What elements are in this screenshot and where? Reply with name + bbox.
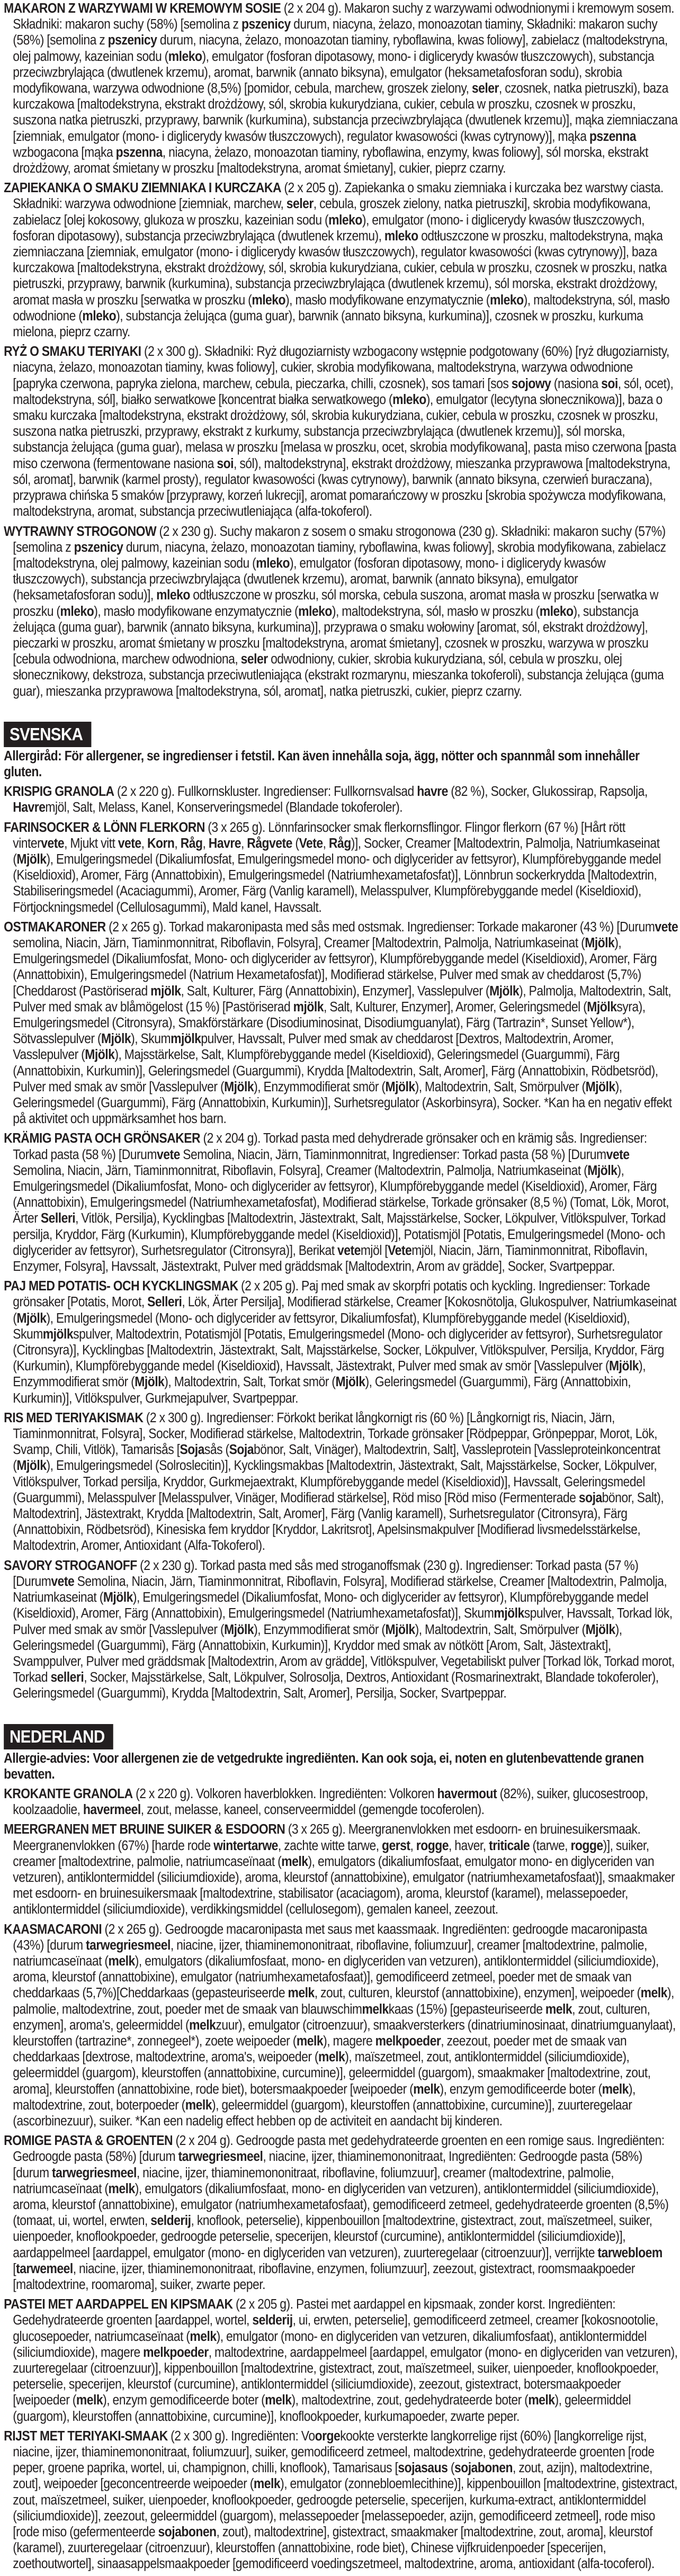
allergen-text: Mjölk xyxy=(587,1163,618,1178)
product-entry xyxy=(0,1410,680,1554)
allergen-text: mjölk xyxy=(150,983,181,999)
ingredient-text: ), Emulgeringsmedel (Dikaliumfosfat, Emulgeringsmedel mono- och diglycerider av fettsyror), Klumpförebyggande medel (Kiseldioxid), Aromer, Färg (Annattobixin), Emulgeringsmedel (Natriumhexametafosfat)], Lönnbrun sockerkrydda [Maltodextrin, Stabiliseringsmedel (Acaciagummi), Aromer, Färg (Vanlig karamell), Melasspulver, Klumpförebyggande medel (Kiseldioxid), Förtjockningsmedel (Cellulosagummi), Mald kanel, Havssalt. xyxy=(13,851,661,915)
allergen-text: Selleri xyxy=(40,1211,76,1226)
ingredient-text: ), Enzymmodifierat smör ( xyxy=(13,1359,646,1390)
allergen-text: tarwebloem xyxy=(597,2245,663,2260)
allergen-text: mleko xyxy=(256,555,290,571)
ingredient-text: (nasiona xyxy=(551,376,602,391)
ingredient-text: (2 x 265 g). Torkad makaronipasta med sås med ostsmak. Ingredienser: Torkade makaroner (43 %) [Durum xyxy=(105,919,655,935)
product-entry xyxy=(0,180,680,340)
allergen-text: melk xyxy=(528,2393,555,2408)
product-title: FARINSOCKER & LÖNN FLERKORN xyxy=(4,820,205,835)
product-title: KROKANTE GRANOLA xyxy=(4,1786,133,1801)
ingredient-text: (2 x 204 g). Torkad pasta med dehydrerade grönsaker och en krämig sås. Ingredienser: Torkad pasta (58 %) [Durum xyxy=(13,1131,647,1162)
ingredient-text: ), Enzymmodifierat smör ( xyxy=(254,1079,386,1094)
allergen-text: havre xyxy=(417,784,448,800)
allergen-text: Mjölk xyxy=(103,1590,133,1605)
ingredient-text: ), emulgators (dikaliumfosfaat, mono- en diglyceriden van vetzuren), antiklontermiddel (siliciumdioxide), aroma, kleurstof (annattobixine), emulgator (natriumhexametafosfaat)], gemodificeerd zetmeel, poeder met de smaak van cheddarkaas (5,7%)[Cheddarkaas (gepasteuriseerde xyxy=(13,1953,659,2001)
allergen-text: mleko xyxy=(392,392,426,407)
product-entry xyxy=(0,1558,680,1702)
allergen-text: melk xyxy=(296,2033,324,2049)
entries-dutch xyxy=(0,1786,680,2572)
ingredient-text: ), Enzymmodifierat smör ( xyxy=(254,1622,386,1637)
ingredient-text: (tarwe, xyxy=(530,1838,571,1853)
ingredient-text: ), substancja żelująca (guma guar), barwnik (annato biksyna, kurkumina)], przyprawa o smaku wołowiny [aromat, sól, ekstrakt drożdżowy], pieczarki w proszku, aromat śmietany w proszku [maltodekstryna, aromat śmietany], czosnek w proszku, warzywa w proszku [cebula odwodniona, marchew odwodniona, xyxy=(13,604,649,667)
ingredient-text: ), Maltodextrin, Salt, Smörpulver ( xyxy=(415,1079,586,1094)
ingredient-text: , zout, melasse, kaneel, conserveermiddel (gemengde tocoferolen). xyxy=(140,1802,485,1818)
entries-swedish xyxy=(0,784,680,1701)
ingredient-text: ), Emulgeringsmedel (Dikaliumfosfat, Mono- och diglycerider av fettsyror), Klumpförebyggande medel (Kiseldioxid), Aromer, Färg (Annattobixin), Emulgeringsmedel (Natriumhexametafosfat)], Skum xyxy=(13,1590,649,1621)
allergen-text: triticale xyxy=(489,1838,530,1853)
allergen-text: melk xyxy=(265,2393,292,2408)
allergen-text: melk xyxy=(362,2001,389,2017)
ingredient-text: (82 %), Socker, Glukossirap, Rapsolja, xyxy=(448,784,648,800)
allergen-text: mleko xyxy=(168,49,202,64)
ingredient-text: ), Skum xyxy=(131,1031,171,1047)
ingredient-text: , zout, culturen, enzymen], aroma's, geleermiddel ( xyxy=(13,2001,650,2033)
ingredient-text: ), emulgator (mono- en diglyceriden van vetzuren, dikaliumfosfaat), antiklontermiddel (siliciumdioxide), magere xyxy=(13,2329,647,2360)
product-title: KRISPIG GRANOLA xyxy=(4,784,114,800)
ingredient-text: semolina, Niacin, Järn, Tiaminmonnitrat, Riboflavin, Folsyra], Creamer [Maltodextrin, Palmolja, Natriumkaseinat ( xyxy=(13,935,585,950)
ingredient-text: pulver, Havssalt, Pulver med smak av cheddarost [Dextros, Maltodextrin, Aromer, Vasslepulver ( xyxy=(13,1031,614,1063)
ingredient-text: , Lök, Ärter Persilja], Modifierad stärkelse, Creamer [Kokosnötolja, Glukospulver, Natriumkaseinat ( xyxy=(13,1295,677,1326)
ingredient-text: (2 x 230 g). Torkad pasta med sås med stroganoffsmak (230 g). Ingredienser: Torkad pasta (57 %) [Durum xyxy=(13,1558,639,1589)
allergen-text: melkpoeder xyxy=(143,2345,209,2360)
allergen-text: mleko xyxy=(384,228,418,244)
allergen-text: Vete xyxy=(388,1243,412,1258)
ingredient-text: (2 x 220 g). Volkoren haverblokken. Ingrediënten: Volkoren xyxy=(132,1786,437,1801)
allergen-text: Mjölk xyxy=(609,1359,639,1374)
allergen-text: soja xyxy=(578,1490,602,1505)
allergen-text: havermout xyxy=(437,1786,497,1801)
allergen-text: soi xyxy=(217,456,234,471)
ingredient-text: ), emulgator (mono- i diglicerydy kwasów tłuszczowych, fosforan dipotasowy), substancja przeciwzbrylająca (dwutlenek krzemu), xyxy=(13,212,645,244)
ingredient-text: , haver, xyxy=(448,1838,489,1853)
ingredient-text: , xyxy=(202,836,209,851)
allergen-text: Rågvete xyxy=(247,836,292,851)
ingredient-text: (2 x 230 g). Suchy makaron z sosem o smaku strogonowa (230 g). Składniki: makaron suchy (57%) [semolina z xyxy=(13,524,666,555)
allergen-text: melk xyxy=(253,2476,281,2492)
allergen-text: Soja xyxy=(229,1442,254,1458)
ingredient-text: Semolina, Niacin, Järn, Tiaminmonnitrat, Riboflavin, Folsyra], Creamer (Maltodextrin, Palmolja, Natriumkaseinat ( xyxy=(13,1163,588,1178)
allergen-text: mjölk xyxy=(42,1326,74,1342)
ingredient-text: durum, niacyna, żelazo, monoazotan tiaminy, ryboflawina, kwas foliowy], skrobia modyfikowana, zabielacz [maltodekstryna, olej palmowy, kazeinian sodu ( xyxy=(13,540,666,571)
ingredient-text: ), magere xyxy=(323,2033,375,2049)
ingredient-text: ), emulgator (zonnebloemlecithine)], kippenbouillon [maltodextrine, gistextract, zout, maïszetmeel, suiker, uienpoeder, knoflookpoeder, gedroogde peterselie, specerijen, kurkuma-extract, antiklontermiddel (siliciumdioxide)], zeezout, geleermiddel (guargom), melassepoeder [melassepoeder, azijn, gemodificeerd zetmeel], rode miso [rode miso (gefermenteerde xyxy=(13,2476,678,2540)
ingredient-text: (2 x 300 g). Ingredienser: Förkokt berikat långkornigt ris (60 %) [Långkornigt ris, Niacin, Järn, Tiaminmonnitrat, Folsyra], Socker, Modifierad stärkelse, Maltodextrin, Torkade grönsaker [Rödpeppar, Grönpeppar, Morot, Lök, Svamp, Chili, Vitlök), Tamarisås [ xyxy=(13,1410,658,1458)
allergen-text: sojowy xyxy=(511,376,551,391)
ingredient-text: mjöl [ xyxy=(360,1243,388,1258)
product-entry xyxy=(0,1821,680,1917)
ingredient-text: ), Geleringsmedel (Guargummi), Färg (Annattobixin, Kurkumin)], Vitlökspulver, Gurkmejapulver, Svartpeppar. xyxy=(13,1375,631,1406)
ingredient-text: , Vitlök, Persilja), Kycklingbas [Maltodextrin, Jästextrakt, Salt, Majsstärkelse, Socker, Lökpulver, Vitlökspulver, Torkad persilja, Kryddor, Färg (Kurkumin), Klumpförebyggande medel (Kiseldioxid)], Potatismjöl [Potatis, Emulgeringsmedel (Mono- och diglycerider av fettsyror), Surhetsregulator (Citronsyra)], Berikat xyxy=(13,1211,666,1258)
ingredient-text: spulver, Maltodextrin, Potatismjöl [Potatis, Emulgeringsmedel (Mono- och diglycerider av fettsyror), Surhetsregulator (Citronsyra)], Kycklingbas [Maltodextrin, Jästextrakt, Salt, Majsstärkelse, Socker, Lökpulver, Vitlökspulver, Persilja, Kryddor, Färg (Kurkumin), Klumpförebyggande medel (Kiseldioxid), Havssalt, Jästextrakt, Pulver med smak av smör [Vasslepulver ( xyxy=(13,1326,664,1374)
allergen-text: Mjölk xyxy=(224,1079,254,1094)
allergen-text: orge xyxy=(315,2428,341,2444)
ingredient-text: , sól, ocet), maltodekstryna, sól], białko serwatkowe [koncentrat białka serwatkowego ( xyxy=(13,376,674,407)
ingredient-text: ), Emulgeringsmedel (Dikaliumfosfat, Mono- och diglycerider av fettsyror), Klumpförebyggande medel (Kiseldioxid), Aromer, Färg (Annattobixin), Emulgeringsmedel (Natriumhexametafosfat), Modifierad stärkelse, Torkade grönsaker (8,5 %) (Tomat, Lök, Morot, Ärter xyxy=(13,1163,669,1226)
allergen-text: melk xyxy=(281,1854,308,1869)
section-polish xyxy=(0,0,680,699)
allergen-text: Mjölk xyxy=(16,1458,47,1474)
product-entry xyxy=(0,1130,680,1274)
allergen-text: vete xyxy=(655,919,678,935)
allergen-text: Korn xyxy=(147,836,175,851)
allergen-text: sojabonen xyxy=(158,2525,217,2540)
ingredient-text: (82%), suiker, glucosestroop, koolzaadolie, xyxy=(13,1786,648,1818)
product-title: SAVORY STROGANOFF xyxy=(4,1558,137,1573)
allergen-text: melk xyxy=(108,1953,135,1969)
ingredient-text: odtłuszczone w proszku, maltodekstryna, mąka ziemniaczana [ziemniak, emulgator (mono- i diglicerydy kwasów tłuszczowych), regulator kwasowości (kwas cytrynowy)], baza kurczakowa [maltodekstryna, ekstrakt drożdżowy, sól, skrobia kukurydziana, cukier, cebula w proszku, czosnek w proszku, natka pietruszki, przyprawy, barwnik (kurkumina), substancja przeciwzbrylająca (dwutlenek krzemu), sól morska, ekstrakt drożdżowy, aromat masła w proszku [serwatka w proszku ( xyxy=(13,228,667,308)
ingredient-text: wzbogacona [mąka xyxy=(13,145,116,160)
allergen-text: selderij xyxy=(150,2213,191,2229)
ingredient-text: (2 x 205 g). Zapiekanka o smaku ziemniaka i kurczaka bez warstwy ciasta. Składniki: warzywa odwodnione [ziemniak, marchew, xyxy=(13,181,664,212)
allergen-text: mleko xyxy=(60,604,94,619)
allergen-text: Mjölk xyxy=(101,1031,131,1047)
product-title: ROMIGE PASTA & GROENTEN xyxy=(4,2133,173,2149)
allergen-text: Mjölk xyxy=(385,1079,415,1094)
product-title: PASTEI MET AARDAPPEL EN KIPSMAAK xyxy=(4,2297,233,2312)
ingredient-text: , niacine, ijzer, thiaminemononitraat, riboflavine, enzymen, foliumzuur], zeezout, gistextract, roomsmaakpoeder [maltodextrine, roomaroma], suiker, zwarte peper. xyxy=(13,2261,635,2293)
ingredient-text: (2 x 204 g). Gedroogde pasta met gedehydrateerde groenten en een romige saus. Ingrediënten: Gedroogde pasta (58%) [durum xyxy=(13,2133,665,2165)
ingredient-text: mjöl, Salt, Melass, Kanel, Konserveringsmedel (Blandade tokoferoler). xyxy=(45,800,403,815)
ingredient-text: ), masło modyfikowane enzymatycznie ( xyxy=(285,292,490,308)
ingredient-text: (3 x 265 g). Lönnfarinsocker smak flerkornsflingor. Flingor flerkorn (67 %) [Hårt rött vinter xyxy=(13,820,625,851)
product-title: RIJST MET TERIYAKI-SMAAK xyxy=(4,2428,168,2444)
section-spacer xyxy=(0,703,680,722)
allergen-text: pszenicy xyxy=(74,540,123,555)
allergen-text: Selleri xyxy=(147,1295,182,1310)
ingredient-text: ), enzym gemodificeerde boter ( xyxy=(103,2393,265,2408)
language-header-swedish: SVENSKA xyxy=(4,722,91,747)
allergen-text: Mjölk xyxy=(16,851,47,867)
section-spacer xyxy=(0,1706,680,1724)
ingredient-text: ( xyxy=(292,836,299,851)
allergen-text: melk xyxy=(190,2329,217,2344)
product-entry xyxy=(0,820,680,915)
allergen-text: Råg xyxy=(180,836,203,851)
allergen-text: Soja xyxy=(180,1442,204,1458)
ingredient-text: ), maltodekstryna, sól, masło w proszku ( xyxy=(332,604,540,619)
allergen-text: sojasaus xyxy=(398,2461,448,2476)
allergen-text: melk xyxy=(76,2393,103,2408)
allergen-text: melk xyxy=(640,1986,667,2001)
ingredient-text: , Salt, Kulturer, Färg (Annattobixin), Enzymer], Vasslepulver ( xyxy=(181,983,490,999)
ingredient-text: ), emulgators (dikaliumfosfaat, mono- en diglyceriden van vetzuren), antiklontermiddel (siliciumdioxide), aroma, kleurstof (annattobixine), emulgator (natriumhexametafosfaat), gemodificeerd zetmeel, gedehydrateerde groenten (8,5%) (tomaat, ui, wortel, erwten, xyxy=(13,2181,669,2229)
allergen-text: mjölk xyxy=(293,999,324,1015)
product-title: PAJ MED POTATIS- OCH KYCKLINGSMAK xyxy=(4,1279,238,1294)
allergen-text: selderij xyxy=(252,2313,293,2328)
ingredient-text: ), emulgators (dikaliumfosfaat, emulgator mono- en diglyceriden van vetzuren), antiklontermiddel (siliciumdioxide), aroma, kleurstof (annattobixine), emulgator (natriumhexametafosfaat)], smaakmaker met esdoorn- en bruinesuikersmaak [maltodextrine, stabilisator (acaciagom), aroma, kleurstof (karamel), melassepoeder, antiklontermiddel (siliciumdioxide), verdikkingsmiddel (cellulosegom), gemalen kaneel, zeezout. xyxy=(13,1854,675,1917)
allergy-advice-dutch: Allergie-advies: Voor allergenen zie de vetgedrukte ingrediënten. Kan ook soja, ei, noten en glutenbevattende granen bevatten. xyxy=(4,1751,644,1782)
allergen-text: pszenicy xyxy=(241,17,291,32)
ingredient-text: odwodniony, cukier, skrobia kukurydziana, sól, cebula w proszku, olej słonecznikowy, dekstroza, substancja przeciwutleniająca (ekstrakt rozmarynu, mieszanka tokoferoli), substancja żelująca (guma guar), mieszanka przyprawowa [maltodekstryna, sól, aromat], natka pietruszki, cukier, pieprz czarny. xyxy=(13,652,664,699)
product-title: OSTMAKARONER xyxy=(4,919,106,935)
allergen-text: melk xyxy=(189,2017,216,2033)
ingredient-text: , ui, erwten, peterselie], gemodificeerd zetmeel, creamer [kokosnootolie, glucosepoeder, natriumcaseïnaat ( xyxy=(13,2313,658,2344)
ingredient-text: durum, niacyna, żelazo, monoazotan tiaminy, ryboflawina, kwas foliowy], zabielacz (maltodekstryna, olej palmowy, kazeinian sodu ( xyxy=(13,33,668,64)
ingredient-text: , niacine, ijzer, thiaminemononitraat, riboflavine, foliumzuur], creamer (maltodextrine, palmolie, natriumcaseïnaat ( xyxy=(13,2165,614,2196)
ingredient-text: ), geleermiddel (guargom), kleurstoffen (annattobixine, curcumine)], zuurteregelaar (ascorbinezuur), suiker. *Kan een nadelig effect hebben op de activiteit en aandacht bij kinderen. xyxy=(13,2097,632,2129)
allergen-text: mleko xyxy=(156,588,190,603)
allergen-text: tarwegriesmeel xyxy=(178,2149,263,2165)
product-title: ZAPIEKANKA O SMAKU ZIEMNIAKA I KURCZAKA xyxy=(4,181,281,196)
ingredient-text: ), maltodextrine, zout, gedehydrateerde boter ( xyxy=(291,2393,529,2408)
ingredient-text: (2 x 205 g). Paj med smak av skorpfri potatis och kyckling. Ingredienser: Torkade grönsaker [Potatis, Morot, xyxy=(13,1279,650,1310)
product-entry xyxy=(0,2133,680,2293)
product-title: KRÄMIG PASTA OCH GRÖNSAKER xyxy=(4,1131,201,1146)
ingredient-text: ), Emulgeringsmedel (Mono- och diglycerider av fettsyror, Dikaliumfosfat), Klumpförebyggande medel (Kiseldioxid), Skum xyxy=(13,1311,630,1342)
product-entry xyxy=(0,1278,680,1406)
ingredient-text: ), Maltodextrin, Salt, Smörpulver ( xyxy=(415,1622,586,1637)
ingredient-text: , Socker, Majsstärkelse, Salt, Lökpulver, Solrosolja, Dextros, Antioxidant (Rosmarinextrakt, Blandade tokoferoler), Geleringsmedel (Guargummi), Krydda [Maltodextrin, Salt, Aromer], Persilja, Socker, Svartpeppar. xyxy=(13,1670,659,1701)
allergy-advice-swedish: Allergiråd: För allergener, se ingredienser i fetstil. Kan även innehålla soja, ägg, nötter och spannmål som innehåller gluten. xyxy=(4,748,640,779)
ingredient-text: , zout), maltodextrine], gistextract, smaakmaker [maltodextrine, zout, aroma], kleurstof (karamel), zuurteregelaar (citroenzuur), kleurstoffen (annattobixine, rode biet), Chinese vijfkruidenpoeder [specerijen, zoethoutwortel], sinaasappelsmaakpoeder [gemodificeerd voedingszetmeel, maltodextrine, aroma, antioxidant (alfa-tocoferol). xyxy=(13,2525,655,2572)
ingredient-text: durum, niacyna, żelazo, monoazotan tiaminy, Składniki: makaron suchy (58%) [semolina z xyxy=(13,17,658,48)
allergen-text: melk xyxy=(413,2081,440,2097)
allergen-text: melk xyxy=(545,2001,572,2017)
allergen-text: Mjölk xyxy=(16,1311,47,1326)
product-entry xyxy=(0,1,680,176)
allergen-text: seler xyxy=(471,81,499,96)
entries-polish xyxy=(0,1,680,699)
ingredient-text: ), maltodextrine, zout, boterpoeder ( xyxy=(13,2081,636,2113)
ingredient-text: , zout, azijn), maltodextrine, zout], weipoeder [geconcentreerde weipoeder ( xyxy=(13,2461,652,2492)
allergen-text: pszenna xyxy=(115,145,163,160)
ingredient-text: ), emulgator (lecytyna słonecznikowa)], baza o smaku kurczaka [maltodekstryna, ekstrakt drożdżowy, sól, skrobia kukurydziana, cukier, cebula w proszku, czosnek w proszku, suszona natka pietruszki, przyprawy, ekstrakt z kurkumy, substancja przeciwzbrylająca (dwutlenek krzemu)], sól morska, substancja żelująca (guma guar), melasa w proszku [melasa w proszku, ocet, skrobia modyfikowana], pasta miso czerwona [pasta miso czerwona (fermentowane nasiona xyxy=(13,392,676,471)
allergen-text: mleko xyxy=(539,604,574,619)
allergen-text: melk xyxy=(318,2050,345,2065)
allergen-text: mjölk xyxy=(494,1606,524,1621)
ingredient-text: ), Palmolja, Maltodextrin, Salt, Pulver med smak av blåmögelost (15 %) [Pastöriserad xyxy=(13,983,672,1015)
allergen-text: pszenicy xyxy=(108,33,157,48)
product-entry xyxy=(0,344,680,519)
product-entry xyxy=(0,1922,680,2130)
allergen-text: vete xyxy=(156,1147,180,1162)
ingredient-text: , xyxy=(410,1838,416,1853)
allergen-text: melkpoeder xyxy=(375,2033,441,2049)
ingredient-text: sås ( xyxy=(204,1442,229,1458)
ingredient-text: zuur), emulgator (citroenzuur), smaakversterkers (dinatriuminosinaat, dinatriumguanylaat), kleurstoffen (tartrazine*, zonnegeel*), zoete weipoeder ( xyxy=(13,2017,676,2049)
ingredient-text: , xyxy=(323,836,329,851)
allergen-text: havermeel xyxy=(83,1802,141,1818)
ingredient-text: , zout, culturen, kleurstof (annattobixine), enzymen], weipoeder ( xyxy=(314,1986,641,2001)
ingredient-text: , zeezout, poeder met de smaak van cheddarkaas [dextrose, maltodextrine, aroma's, weipoeder ( xyxy=(13,2033,627,2065)
allergen-text: gerst xyxy=(381,1838,410,1853)
ingredient-text: spulver, Havssalt, Torkad lök, Pulver med smak av smör [Vasslepulver ( xyxy=(13,1606,673,1637)
allergen-text: Mjölk xyxy=(85,1047,115,1063)
ingredient-text: ), Geleringsmedel (Guargummi), Färg (Annattobixin, Kurkumin)], Surhetsregulator (Askorbinsyra), Socker. *Kan ha en negativ effekt på aktivitet och uppmärksamhet hos barn. xyxy=(13,1079,672,1127)
ingredient-text: , xyxy=(240,836,247,851)
product-entry xyxy=(0,784,680,815)
allergen-text: melk xyxy=(108,2181,135,2196)
ingredient-text: , Salt, Kulturer, Enzymer], Aromer, Geleringsmedel ( xyxy=(324,999,587,1015)
ingredient-text: (2 x 220 g). Fullkornskluster. Ingredienser: Fullkornsvalsad xyxy=(114,784,417,800)
allergen-text: Råg xyxy=(328,836,351,851)
allergen-text: soi xyxy=(601,376,618,391)
ingredient-text: kaas (15%) [gepasteuriseerde xyxy=(388,2001,545,2017)
product-entry xyxy=(0,2296,680,2425)
allergen-text: vete xyxy=(118,836,141,851)
ingredient-text: ), masło modyfikowane enzymatycznie ( xyxy=(94,604,299,619)
ingredient-text: ), Majsstärkelse, Salt, Klumpförebyggande medel (Kiseldioxid), Geleringsmedel (Guargummi), Färg (Annattobixin, Kurkumin)], Geleringsmedel (Guargummi), Krydda [Maltodextrin, Salt, Aromer], Färg (Annattobixin, Rödbetsröd), Pulver med smak av smör [Vasslepulver ( xyxy=(13,1047,658,1094)
allergen-text: mleko xyxy=(489,292,524,308)
ingredient-text: bönor, Salt, Vinäger), Maltodextrin, Salt], Vassleprotein [Vassleproteinkoncentrat ( xyxy=(13,1442,660,1474)
allergen-text: rogge xyxy=(570,1838,603,1853)
ingredient-text: Semolina, Niacin, Järn, Tiaminmonnitrat, Ingredienser: Torkad pasta (58 %) [Durum xyxy=(180,1147,606,1162)
allergen-text: rogge xyxy=(416,1838,449,1853)
ingredient-text: , xyxy=(141,836,147,851)
allergen-text: mleko xyxy=(328,212,362,228)
ingredient-text: ), palmolie, maltodextrine, zout, poeder met de smaak van blauwschim xyxy=(13,1986,674,2017)
allergen-text: Mjölk xyxy=(585,1079,615,1094)
ingredient-text: ), maïszetmeel, zout, antiklontermiddel (siliciumdioxide), geleermiddel (guargom), kleurstoffen (annattobixine, curcumine)], geleermiddel (guargom), smaakmaker [maltodextrine, zout, aroma], kleurstoffen (annattobixine, rode biet), botersmaakpoeder [weipoeder ( xyxy=(13,2050,651,2097)
allergen-text: melk xyxy=(185,2097,212,2113)
allergen-text: Mjölk xyxy=(585,935,615,950)
section-swedish xyxy=(0,722,680,1702)
allergen-text: Mjölk xyxy=(585,1622,615,1637)
ingredient-text: (2 x 300 g). Składniki: Ryż długoziarnisty wzbogacony wstępnie podgotowany (60%) [ryż długoziarnisty, niacyna, żelazo, monoazotan tiaminy, kwas foliowy], cukier, skrobia modyfikowana, maltodekstryna, warzywa odwodnione [papryka czerwona, papryka zielona, marchew, cebula, pieczarka, chilli, czosnek), sos tamari [sos xyxy=(13,344,669,391)
ingredient-text: ), Emulgeringsmedel (Solroslecitin)], Kycklingsmakbas [Maltodextrin, Jästextrakt, Salt, Majsstärkelse, Socker, Lökpulver, Vitlökspulver, Torkad persilja, Kryddor, Gurkmejaextrakt, Klumpförebyggande medel (Kiseldioxid)], Havssalt, Geleringsmedel (Guargummi), Melasspulver [Melasspulver, Vinäger, Modifierad stärkelse], Röd miso [Röd miso (Fermenterade xyxy=(13,1458,657,1505)
ingredient-text: , sól), maltodekstryna], ekstrakt drożdżowy, mieszanka przyprawowa [maltodekstryna, sól, aromat], barwnik (karmel prosty), regulator kwasowości (kwas cytrynowy), barwnik (annato biksyna, czerwień buraczana), przyprawa chińska 5 smaków [przyprawy, korzeń lukrecji], aromat pomarańczowy w proszku [skrobia spożywcza modyfikowana, maltodekstryna, aromat, substancja przeciwutleniająca (alfa-tokoferol). xyxy=(13,456,670,519)
language-header-dutch: NEDERLAND xyxy=(4,1724,113,1749)
allergen-text: Mjölk xyxy=(385,1622,415,1637)
allergen-text: seler xyxy=(286,196,314,212)
ingredient-text: mjöl, Niacin, Järn, Tiaminmonnitrat, Riboflavin, Enzymer, Folsyra], Havssalt, Jästextrakt, Pulver med gräddsmak [Maltodextrin, Arom av grädde], Socker, Svartpeppar. xyxy=(13,1243,648,1274)
allergen-text: vete xyxy=(51,1574,75,1589)
allergen-text: pszenna xyxy=(589,129,637,144)
product-title: RYŻ O SMAKU TERIYAKI xyxy=(4,344,141,360)
ingredient-text: , zachte witte tarwe, xyxy=(278,1838,382,1853)
allergen-text: melk xyxy=(602,2081,629,2097)
ingredient-text: )], suiker, creamer [maltodextrine, palmolie, natriumcaseïnaat ( xyxy=(13,1838,649,1869)
allergen-text: vete xyxy=(606,1147,630,1162)
ingredient-text: ), emulgator (fosforan dipotasowy, mono- i diglicerydy kwasów tłuszczowych), substancja przeciwzbrylająca (dwutlenek krzemu), aromat, barwnik (annato biksyna), emulgator (heksametafosforan sodu)], xyxy=(13,555,606,603)
allergen-text: mjölk xyxy=(171,1031,201,1047)
ingredient-text: (2 x 204 g). Makaron suchy z warzywami odwodnionymi i kremowym sosem. Składniki: makaron suchy (58%) [semolina z xyxy=(13,1,675,32)
ingredient-text: , czosnek, natka pietruszki), baza kurczakowa [maltodekstryna, ekstrakt drożdżowy, sól, skrobia kukurydziana, cukier, cebula w proszku, czosnek w proszku, suszona natka pietruszki, przyprawy, barwnik (kurkumina), substancja przeciwzbrylająca (dwutlenek krzemu)], mąka ziemniaczana [ziemniak, emulgator (mono- i diglicerydy kwasów tłuszczowych), regulator kwasowości (kwas cytrynowy)], mąka xyxy=(13,81,678,144)
allergen-text: tarwegriesmeel xyxy=(51,2165,137,2180)
ingredient-text: ), geleermiddel (guargom), kleurstoffen (annattobixine, curcumine)], knoflookpoeder, kurkumapoeder, zwarte peper. xyxy=(13,2393,631,2424)
allergen-text: tarwemeel xyxy=(16,2261,73,2276)
allergen-text: selleri xyxy=(50,1670,84,1685)
ingredient-text: (2 x 205 g). Pastei met aardappel en kipsmaak, zonder korst. Ingrediënten: Gedehydrateerde groenten [aardappel, wortel, xyxy=(13,2297,616,2328)
product-entry xyxy=(0,524,680,699)
allergen-text: vete xyxy=(41,836,65,851)
allergen-text: melk xyxy=(288,1986,315,2001)
ingredient-text: (2 x 300 g). Ingrediënten: Vo xyxy=(167,2428,315,2444)
allergen-text: Vete xyxy=(299,836,323,851)
product-entry xyxy=(0,1786,680,1818)
product-title: MAKARON Z WARZYWAMI W KREMOWYM SOSIE xyxy=(4,1,281,16)
allergen-text: Mjölk xyxy=(335,1375,365,1390)
ingredient-text: )], Socker, Creamer [Maltodextrin, Palmolja, Natriumkaseinat ( xyxy=(13,836,660,867)
allergen-text: Mjölk xyxy=(489,983,520,999)
ingredient-text: ), Maltodextrin, Salt, Torkat smör ( xyxy=(164,1375,336,1390)
ingredient-text: ), enzym gemodificeerde boter ( xyxy=(440,2081,602,2097)
product-title: WYTRAWNY STROGONOW xyxy=(4,524,157,539)
allergen-text: Havre xyxy=(13,800,46,815)
ingredient-text: Semolina, Niacin, Järn, Tiaminmonnitrat, Riboflavin, Folsyra], Modifierad stärkelse, Creamer [Maltodextrin, Palmolja, Natriumkaseinat ( xyxy=(13,1574,667,1605)
allergen-text: Mjölk xyxy=(135,1375,165,1390)
allergen-text: seler xyxy=(240,652,268,667)
section-dutch xyxy=(0,1724,680,2572)
allergen-text: mleko xyxy=(298,604,332,619)
product-entry xyxy=(0,919,680,1127)
ingredient-text: , maltodextrine, aardappelmeel [aardappel, emulgator (mono- en diglyceriden van vetzuren), zuurteregelaar (citroenzuur)], kippenbouillon [maltodextrine, gistextract, zout, maïszetmeel, suiker, uienpoeder, knoflookpoeder, peterselie, specerijen, kleurstof (curcumine), antiklontermiddel (siliciumdioxide), zeezout, gistextract, botersmaakpoeder [weipoeder ( xyxy=(13,2345,678,2408)
allergen-text: Mjölk xyxy=(224,1622,254,1637)
ingredient-text: , xyxy=(174,836,181,851)
product-title: KAASMACARONI xyxy=(4,1922,102,1937)
ingredient-text: , knoflook, peterselie), kippenbouillon [maltodextrine, gistextract, zout, maïszetmeel, suiker, uienpoeder, knoflookpoeder, gedroogde peterselie, specerijen, kleurstof (curcumine), antiklontermiddel (siliciumdioxide)], aardappelmeel [aardappel, emulgator (mono- en diglyceriden van vetzuren), zuurteregelaar (citroenzuur)], verrijkte xyxy=(13,2213,652,2260)
ingredient-text: (2 x 265 g). Gedroogde macaronipasta met saus met kaassmaak. Ingrediënten: gedroogde macaronipasta (43%) [durum xyxy=(13,1922,647,1953)
ingredient-text: bönor, Salt), Maltodextrin], Jästextrakt, Krydda [Maltodextrin, Salt, Aromer], Färg (Vanlig karamell), Surhetsregulator (Citronsyra), Färg (Annattobixin, Rödbetsröd), Kinesiska fem kryddor [Kryddor, Lakritsrot], Apelsinsmakpulver [Modifierad livsmedelsstärkelse, Maltodextrin, Aromer, Antioxidant (Alfa-Tokoferol). xyxy=(13,1490,664,1554)
ingredient-text: [ xyxy=(13,2261,16,2276)
product-entry xyxy=(0,2428,680,2572)
product-title: MEERGRANEN MET BRUINE SUIKER & ESDOORN xyxy=(4,1822,285,1837)
allergen-text: mleko xyxy=(252,292,286,308)
ingredient-text: , niacine, ijzer, thiaminemononitraat, Ingrediënten: Gedroogde pasta (58%) [durum xyxy=(13,2149,642,2180)
allergen-text: tarwegriesmeel xyxy=(86,1937,171,1953)
ingredient-text: odtłuszczone w proszku, sól morska, cebula suszona, aromat masła w proszku [serwatka w proszku ( xyxy=(13,588,658,619)
allergen-text: Mjölk xyxy=(587,999,617,1015)
ingredient-text: ), Emulgeringsmedel (Dikaliumfosfat, Mono- och diglycerider av fettsyror), Klumpförebyggande medel (Kiseldioxid), Aromer, Färg (Annattobixin), Emulgeringsmedel (Natrium Hexametafosfat)], Modifierad stärkelse, Pulver med smak av cheddarost (5,7%)[Cheddarost (Pastöriserad xyxy=(13,935,657,999)
allergen-text: vete xyxy=(337,1243,361,1258)
ingredient-text: ( xyxy=(448,2461,454,2476)
ingredient-text: ), Geleringsmedel (Guargummi), Färg (Annattobixin, Kurkumin)], Kryddor med smak av nötkött [Arom, Salt, Jästextrakt], Svamppulver, Pulver med gräddsmak [Maltodextrin, Arom av grädde], Vitlökspulver, Vegetabiliskt pulver [Torkad lök, Torkad morot, Torkad xyxy=(13,1622,675,1685)
allergen-text: wintertarwe xyxy=(213,1838,278,1853)
allergen-text: sojabonen xyxy=(454,2461,513,2476)
ingredient-text: syra), Emulgeringsmedel (Citronsyra), Smakförstärkare (Disodiuminosinat, Disodiumguanylat), Färg (Tartrazin*, Sunset Yellow*), Sötvasslepulver ( xyxy=(13,999,646,1047)
ingredient-text: kookte versterkte langkorrelige rijst (60%) [langkorrelige rijst, niacine, ijzer, thiaminemononitraat, foliumzuur], suiker, gemodificeerd zetmeel, maltodextrine, gedehydrateerde groenten [rode peper, groene paprika, wortel, ui, champignon, chilli, knoflook), Tamarisaus [ xyxy=(13,2428,655,2476)
product-title: RIS MED TERIYAKISMAK xyxy=(4,1410,144,1425)
allergen-text: mleko xyxy=(82,308,117,324)
ingredient-text: ), emulgator (fosforan dipotasowy, mono- i diglicerydy kwasów tłuszczowych), substancja przeciwzbrylająca (dwutlenek krzemu), aromat, barwnik (annato biksyna), emulgator (heksametafosforan sodu), skrobia modyfikowana, warzywa odwodnione (8,5%) [pomidor, cebula, marchew, groszek zielony, xyxy=(13,49,655,96)
ingredient-text: , cebula, groszek zielony, natka pietruszki], skrobia modyfikowana, zabielacz [olej kokosowy, glukoza w proszku, kazeinian sodu ( xyxy=(13,196,651,228)
ingredient-text: , Mjukt vitt xyxy=(64,836,118,851)
ingredient-text: , niacyna, żelazo, monoazotan tiaminy, ryboflawina, enzymy, kwas foliowy], sól morska, ekstrakt drożdżowy, aromat śmietany w proszku [maltodekstryna, aromat śmietany], cukier, pieprz czarny. xyxy=(13,145,648,176)
ingredient-text: ), maltodekstryna, sól, masło odwodnione ( xyxy=(13,292,670,324)
ingredient-text: ), substancja żelująca (guma guar), barwnik (annato biksyna, kurkumina)], czosnek w proszku, kurkuma mielona, pieprz czarny. xyxy=(13,308,643,340)
ingredient-text: (3 x 265 g). Meergranenvlokken met esdoorn- en bruinesuikersmaak. Meergranenvlokken (67%) [harde rode xyxy=(13,1822,641,1853)
ingredient-text: , niacine, ijzer, thiaminemononitraat, riboflavine, foliumzuur], creamer [maltodextrine, palmolie, natriumcaseïnaat ( xyxy=(13,1937,647,1969)
allergen-text: Havre xyxy=(208,836,241,851)
